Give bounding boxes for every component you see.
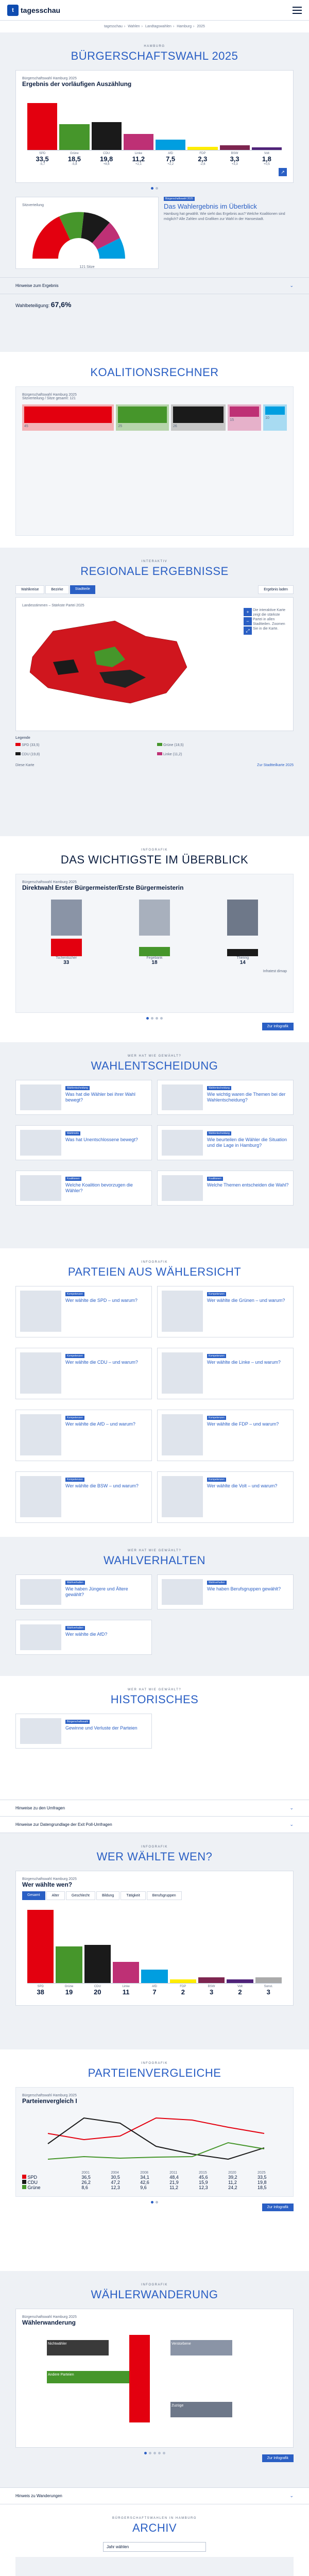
- mayor-card: [15, 874, 294, 1013]
- hero-kicker: HAMBURG: [144, 45, 165, 48]
- candidate: Fegebank 18: [139, 900, 170, 965]
- bar-label: AfD 7: [151, 1985, 157, 1996]
- result-card: [15, 70, 294, 183]
- teaser-thumbnail: [20, 1352, 61, 1394]
- teaser-thumbnail: [162, 1579, 203, 1605]
- line-spd: [48, 2118, 264, 2140]
- migration-subtitle: Bürgerschaftswahl Hamburg 2025: [22, 2315, 77, 2319]
- hamburg-map[interactable]: [22, 611, 197, 714]
- archive-section: [0, 2504, 309, 2576]
- breadcrumb-item[interactable]: Landtagswahlen: [145, 25, 171, 28]
- chevron-down-icon: ⌄: [289, 1805, 294, 1810]
- seat-total: 121 Sitze: [79, 265, 95, 269]
- tab-stadtteile[interactable]: Stadtteile: [70, 585, 95, 594]
- bar-label: SPD 38: [37, 1985, 44, 1996]
- tab-berufsgruppen[interactable]: Berufsgruppen: [147, 1891, 182, 1900]
- seat-count: 10: [265, 416, 269, 420]
- behavior-section: [0, 1537, 309, 1676]
- bar-fdp: [170, 1979, 196, 1983]
- teaser-thumbnail: [20, 1291, 61, 1332]
- zoom-in-icon[interactable]: +: [244, 608, 252, 616]
- compare-kicker: INFOGRAFIK: [141, 2062, 168, 2065]
- bar-bsw: [220, 145, 250, 150]
- seat-count: 25: [118, 425, 123, 428]
- turnout: [15, 300, 294, 309]
- who-card: [15, 1871, 294, 2006]
- compare-section: [0, 2049, 309, 2271]
- bar-label: Linke 11: [122, 1985, 130, 1996]
- exitpoll-hints-accordion[interactable]: [0, 1816, 309, 1833]
- map-card: [15, 597, 294, 731]
- history-title: HISTORISCHES: [110, 1693, 199, 1706]
- teaser-tile[interactable]: Wahlentscheidung Was hat die Wähler bei ihrer Wahl bewegt?: [15, 1080, 152, 1115]
- who-kicker: INFOGRAFIK: [141, 1845, 168, 1849]
- bar-linke: [124, 134, 153, 150]
- tab-bezirke[interactable]: Bezirke: [45, 585, 68, 594]
- teaser-thumbnail: [20, 1718, 61, 1744]
- legend-item: CDU (19,8): [15, 752, 152, 756]
- compare-chart-title: Parteienvergleich I: [22, 2097, 77, 2105]
- bar-bsw: [198, 1977, 225, 1983]
- overview-teaser[interactable]: [164, 197, 294, 269]
- legend-item: SPD (33,5): [15, 743, 152, 747]
- breadcrumb-item[interactable]: Wahlen: [128, 25, 140, 28]
- bar-grne: [59, 124, 89, 150]
- teaser-tile[interactable]: Koalitionen Welche Themen entscheiden die Wahl?: [157, 1171, 294, 1206]
- bar-label: Linke 11,2 +2,1: [132, 152, 145, 166]
- table-row: CDU 26,2 47,2 42,6 21,9 15,9 11,2 19,8: [22, 2180, 287, 2185]
- seat-chart: [22, 207, 135, 264]
- tab-bildung[interactable]: Bildung: [96, 1891, 119, 1900]
- share-icon[interactable]: ↗: [279, 168, 287, 176]
- regional-title: REGIONALE ERGEBNISSE: [80, 565, 229, 578]
- teaser-thumbnail: [20, 1476, 61, 1517]
- teaser-tile[interactable]: Kompetenzen Wer wählte die Volt – und warum?: [157, 1471, 294, 1523]
- teaser-thumbnail: [20, 1579, 61, 1605]
- bar-label: Grüne 18,5 -5,8: [67, 152, 81, 166]
- bar-label: Volt 1,8 +0,5: [262, 152, 271, 166]
- regional-section: [0, 548, 309, 836]
- teaser-thumbnail: [162, 1291, 203, 1332]
- table-row: SPD 36,5 30,5 34,1 48,4 45,6 39,2 33,5: [22, 2175, 287, 2180]
- bar-label: BSW 3: [208, 1985, 215, 1996]
- who-title: WER WÄHLTE WEN?: [96, 1850, 213, 1863]
- teaser-tile[interactable]: Wahlverhalten Wie haben Berufsgruppen gewählt?: [157, 1574, 294, 1609]
- seat-title: Sitzverteilung: [22, 204, 44, 207]
- bar-label: AfD 7,5 +2,2: [166, 152, 176, 166]
- legend-item: Linke (11,2): [157, 752, 294, 756]
- compare-card: [15, 2087, 294, 2197]
- accordion-label: Hinweise zur Datengrundlage der Exit Poll-Umfragen: [15, 1822, 112, 1827]
- archive-title: ARCHIV: [132, 2521, 177, 2534]
- tab-wahlkreise[interactable]: Wahlkreise: [15, 585, 44, 594]
- menu-icon[interactable]: [293, 7, 302, 14]
- flow-label: Zuzüge: [171, 2404, 184, 2408]
- behavior-kicker: WER HAT WIE GEWÄHLT?: [127, 1549, 182, 1552]
- breadcrumb-item[interactable]: Hamburg: [177, 25, 192, 28]
- line-gruene: [48, 2143, 264, 2159]
- teaser-tile[interactable]: Kompetenzen Wer wählte die Linke – und warum?: [157, 1348, 294, 1399]
- result-title: Ergebnis der vorläufigen Auszählung: [22, 80, 132, 88]
- who-bar-labels: [27, 1985, 282, 1996]
- coalition-card: [15, 386, 294, 536]
- bar-linke: [113, 1962, 139, 1983]
- bar-label: SPD 33,5 -5,7: [36, 152, 49, 166]
- flow-label: Andere Parteien: [48, 2373, 74, 2377]
- compare-table: 2001 2004 2008 2011 2015 2020 2025 SPD 36,5 30,5 34,1 48,4 45,6 39,2 33,5 CDU 26,2 47,2 42,6 21,9 15,9 11,2 19,8 Grüne 8,6 12,3 9,6 11,2 12,3 24,2 18,5: [22, 2171, 287, 2190]
- tab-alter[interactable]: Alter: [46, 1891, 65, 1900]
- map-footer-left: Diese Karte: [15, 764, 35, 767]
- teaser-thumbnail: [20, 1175, 61, 1201]
- bar-label: Grüne 19: [64, 1985, 74, 1996]
- behavior-title: WAHLVERHALTEN: [103, 1554, 205, 1567]
- legend-item: Grüne (18,5): [157, 743, 294, 747]
- tab-taetigkeit[interactable]: Tätigkeit: [121, 1891, 145, 1900]
- map-title: Landesstimmen – Stärkste Partei 2025: [22, 604, 84, 607]
- mayor-subtitle: Bürgerschaftswahl Hamburg 2025: [22, 880, 77, 884]
- result-bar-chart: [27, 94, 282, 150]
- bar-label: FDP 2,3 -2,6: [198, 152, 208, 166]
- teaser-tile[interactable]: Wahlentscheidung Wie beurteilen die Wähler die Situation und die Lage in Hamburg?: [157, 1125, 294, 1160]
- bar-label: CDU 19,8 +8,6: [99, 152, 113, 166]
- teaser-thumbnail: [162, 1414, 203, 1455]
- result-hints-accordion[interactable]: [0, 277, 309, 294]
- breadcrumb-item[interactable]: tagesschau: [104, 25, 123, 28]
- migration-card: [15, 2309, 294, 2448]
- regional-kicker: INTERAKTIV: [141, 560, 168, 563]
- candidate-photo: [51, 900, 82, 936]
- bar-cdu: [84, 1945, 111, 1984]
- candidate: Tschentscher 33: [51, 900, 82, 965]
- seat-count: 26: [173, 425, 177, 428]
- candidate-photo: [139, 900, 170, 936]
- flow-label: Verstorbene: [171, 2342, 191, 2346]
- zoom-out-icon[interactable]: −: [244, 617, 252, 625]
- coalition-title: KOALITIONSRECHNER: [90, 366, 219, 379]
- migration-section: [0, 2271, 309, 2487]
- coalition-blocks[interactable]: [22, 404, 287, 431]
- who-bar-chart: [27, 1906, 282, 1984]
- teaser-tile[interactable]: Kompetenzen Wer wählte die FDP – und warum?: [157, 1410, 294, 1461]
- logo[interactable]: [7, 5, 60, 16]
- breadcrumb-item: 2025: [197, 25, 205, 28]
- hero-section: [0, 32, 309, 352]
- candidate-photo: [227, 900, 258, 936]
- bar-label: FDP 2: [180, 1985, 186, 1996]
- accordion-label: Hinweis zu Wanderungen: [15, 2494, 62, 2498]
- bar-label: Sonst. 3: [264, 1985, 273, 1996]
- expand-icon[interactable]: ⤢: [244, 626, 252, 635]
- carousel-dots[interactable]: [15, 187, 294, 190]
- bar-spd: [27, 103, 57, 150]
- bar-label: Volt 2: [237, 1985, 243, 1996]
- bar-volt: [227, 1979, 253, 1983]
- logo-mark: t: [7, 5, 19, 16]
- teaser-tile[interactable]: Koalitionen Welche Koalition bevorzugen die Wähler?: [15, 1171, 152, 1206]
- accordion-label: Hinweise zu den Umfragen: [15, 1806, 65, 1810]
- infographic-link-button[interactable]: Zur Infografik: [262, 2454, 294, 2462]
- teaser-tile[interactable]: Kompetenzen Wer wählte die AfD – und warum?: [15, 1410, 152, 1461]
- map-controls: [244, 608, 252, 635]
- carousel-dots[interactable]: [15, 1017, 294, 1020]
- decision-section: [0, 1042, 309, 1248]
- tab-gesamt[interactable]: Gesamt: [22, 1891, 45, 1900]
- source-label: Infratest dimap: [263, 970, 287, 973]
- teaser-thumbnail: [162, 1352, 203, 1394]
- important-kicker: INFOGRAFIK: [141, 849, 168, 852]
- candidate: Thering 14: [227, 900, 258, 965]
- table-row: Grüne 8,6 12,3 9,6 11,2 12,3 24,2 18,5: [22, 2185, 287, 2190]
- bar-sonst: [255, 1977, 282, 1983]
- tab-geschlecht[interactable]: Geschlecht: [66, 1891, 95, 1900]
- archive-content: [15, 2557, 294, 2576]
- map-note: Die interaktive Karte zeigt die stärkste Partei in allen Stadtteilen. Zoomen Sie in die Karte.: [253, 608, 286, 631]
- bar-afd: [156, 140, 185, 150]
- chevron-down-icon: ⌄: [289, 283, 294, 288]
- who-section: [0, 1833, 309, 2049]
- teaser-tile[interactable]: Wahlverhalten Wie haben Jüngere und Ältere gewählt?: [15, 1574, 152, 1609]
- bar-volt: [252, 147, 282, 150]
- teaser-tile[interactable]: Wahlentscheidung Wie wichtig waren die Themen bei der Wahlentscheidung?: [157, 1080, 294, 1115]
- chevron-down-icon: ⌄: [289, 2493, 294, 2498]
- decision-title: WAHLENTSCHEIDUNG: [91, 1059, 218, 1072]
- who-chart-title: Wer wählte wen?: [22, 1881, 73, 1888]
- teaser-tile[interactable]: Bürgerschaftswahl Gewinne und Verluste der Parteien: [15, 1714, 152, 1749]
- teaser-thumbnail: [162, 1476, 203, 1517]
- teaser-thumbnail: [20, 1084, 61, 1110]
- history-kicker: WER HAT WIE GEWÄHLT?: [127, 1688, 182, 1691]
- teaser-tile[interactable]: Kompetenzen Wer wählte die BSW – und warum?: [15, 1471, 152, 1523]
- result-bar-labels: [27, 152, 282, 166]
- accordion-label: Hinweise zum Ergebnis: [15, 283, 59, 288]
- seat-count: 45: [24, 425, 28, 428]
- chevron-down-icon: ⌄: [289, 1822, 294, 1827]
- bar-grne: [56, 1946, 82, 1983]
- coalition-subtitle: Bürgerschaftswahl Hamburg 2025: [22, 393, 77, 397]
- bar-spd: [27, 1910, 54, 1983]
- bar-label: CDU 20: [94, 1985, 101, 1996]
- compare-title: PARTEIENVERGLEICHE: [88, 2066, 221, 2079]
- coalition-hint: Sitzverteilung / Sitze gesamt: 121: [22, 397, 76, 400]
- archive-year-select[interactable]: Jahr wählen: [103, 2542, 206, 2552]
- overview-tag: Bürgerschaftswahl 2025: [164, 197, 195, 201]
- history-section: [0, 1676, 309, 1800]
- decision-kicker: WER HAT WIE GEWÄHLT?: [127, 1055, 182, 1058]
- teaser-tile[interactable]: Wahlmotiv Was hat Unentschlossene bewegt?: [15, 1125, 152, 1160]
- district-map-link[interactable]: Zur Stadtteilkarte 2025: [257, 764, 294, 767]
- voters-title: PARTEIEN AUS WÄHLERSICHT: [67, 1265, 242, 1278]
- bar-afd: [141, 1970, 167, 1983]
- legend-title: Legende: [15, 736, 30, 740]
- breadcrumb: tagesschau › Wahlen › Landtagswahlen › Hamburg › 2025: [104, 25, 205, 28]
- turnout-label: Wahlbeteiligung:: [15, 303, 50, 308]
- migration-title: WÄHLERWANDERUNG: [91, 2288, 218, 2301]
- migration-kicker: INFOGRAFIK: [141, 2283, 168, 2286]
- teaser-thumbnail: [162, 1130, 203, 1156]
- mayor-title: Direktwahl Erster Bürgermeister/Erste Bürgermeisterin: [22, 884, 184, 891]
- site-header: [0, 0, 309, 21]
- infographic-link-button[interactable]: Zur Infografik: [262, 2204, 294, 2211]
- turnout-value: 67,6%: [50, 300, 72, 309]
- teaser-thumbnail: [20, 1624, 61, 1650]
- infographic-link-button[interactable]: Zur Infografik: [262, 1023, 294, 1030]
- hero-title: BÜRGERSCHAFTSWAHL 2025: [71, 49, 238, 62]
- who-tabs: [22, 1891, 287, 1900]
- migration-chart-title: Wählerwanderung: [22, 2319, 76, 2326]
- seat-count: 15: [230, 418, 234, 422]
- flow-bar-spd: [129, 2335, 150, 2422]
- teaser-tile[interactable]: Kompetenzen Wer wählte die CDU – und warum?: [15, 1348, 152, 1399]
- teaser-thumbnail: [162, 1175, 203, 1201]
- important-section: [0, 836, 309, 1042]
- overview-title[interactable]: Das Wahlergebnis im Überblick: [164, 202, 257, 210]
- who-subtitle: Bürgerschaftswahl Hamburg 2025: [22, 1877, 77, 1881]
- teaser-tile[interactable]: Wahlverhalten Wer wählte die AfD?: [15, 1620, 152, 1655]
- coalition-section: [0, 352, 309, 548]
- seat-card: [15, 197, 159, 269]
- teaser-thumbnail: [20, 1414, 61, 1455]
- voters-section: [0, 1248, 309, 1537]
- archive-kicker: BÜRGERSCHAFTSWAHLEN IN HAMBURG: [112, 2517, 197, 2520]
- result-subtitle: Bürgerschaftswahl Hamburg 2025: [22, 77, 77, 80]
- teaser-thumbnail: [20, 1130, 61, 1156]
- flow-label: Nichtwähler: [48, 2342, 67, 2346]
- load-result-button[interactable]: Ergebnis laden: [258, 585, 294, 594]
- bar-cdu: [92, 122, 122, 150]
- compare-subtitle: Bürgerschaftswahl Hamburg 2025: [22, 2094, 77, 2097]
- poll-hints-accordion[interactable]: [0, 1800, 309, 1816]
- voters-kicker: INFOGRAFIK: [141, 1261, 168, 1264]
- compare-line-chart: [22, 2108, 290, 2170]
- map-legend: [15, 736, 294, 756]
- teaser-tile[interactable]: Kompetenzen Wer wählte die SPD – und warum?: [15, 1286, 152, 1337]
- logo-text: tagesschau: [21, 6, 61, 14]
- overview-text: Hamburg hat gewählt. Wie sieht das Ergebnis aus? Welche Koalitionen sind möglich? Alle Zahlen und Grafiken zur Wahl in der Hansestadt.: [164, 212, 285, 221]
- important-title: DAS WICHTIGSTE IM ÜBERBLICK: [60, 853, 249, 866]
- bar-label: BSW 3,3 +3,3: [230, 152, 239, 166]
- bar-fdp: [187, 147, 217, 150]
- teaser-thumbnail: [162, 1084, 203, 1110]
- migration-hints-accordion[interactable]: [0, 2487, 309, 2504]
- teaser-tile[interactable]: Kompetenzen Wer wählte die Grünen – und warum?: [157, 1286, 294, 1337]
